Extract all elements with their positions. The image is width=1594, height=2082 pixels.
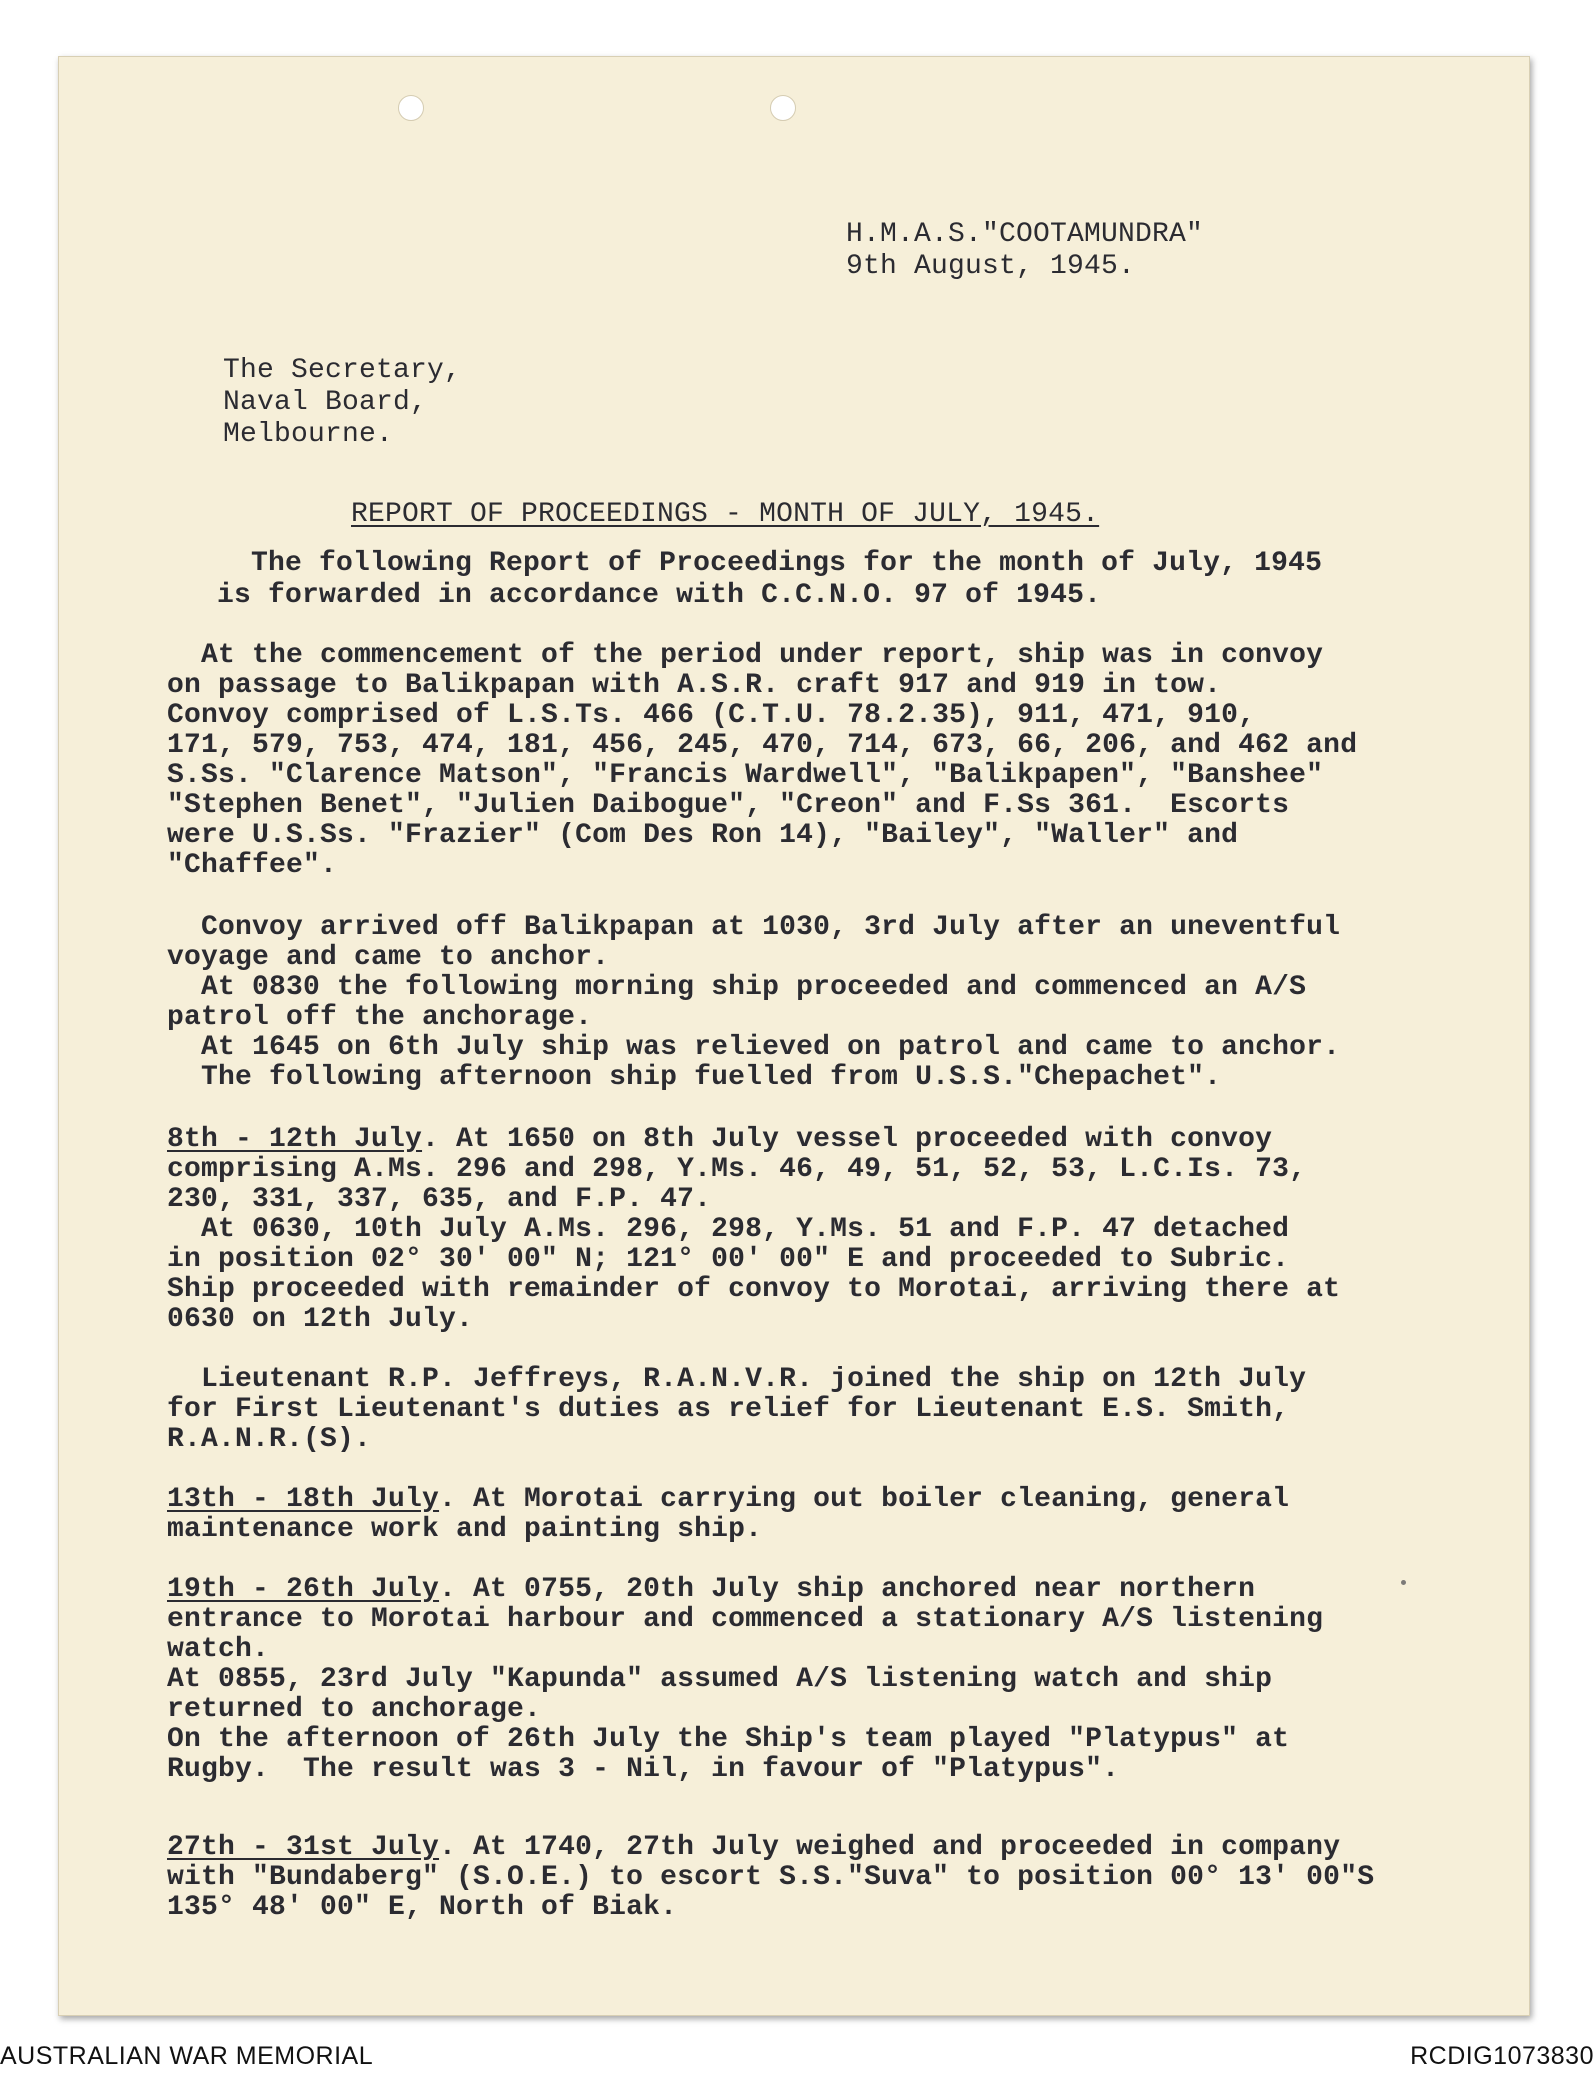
text-line: 230, 331, 337, 635, and F.P. 47.	[167, 1184, 712, 1215]
section-text: . At 0755, 20th July ship anchored near northern	[439, 1574, 1256, 1605]
letter-date: 9th August, 1945.	[846, 251, 1136, 282]
text-line: At 0855, 23rd July "Kapunda" assumed A/S listening watch and ship	[167, 1664, 1273, 1695]
text-line: were U.S.Ss. "Frazier" (Com Des Ron 14), "Bailey", "Waller" and	[167, 820, 1239, 851]
text-line: At the commencement of the period under report, ship was in convoy	[167, 640, 1324, 671]
text-line: On the afternoon of 26th July the Ship's team played "Platypus" at	[167, 1724, 1290, 1755]
recipient-line: Melbourne.	[223, 419, 394, 450]
text-line: At 1645 on 6th July ship was relieved on patrol and came to anchor.	[167, 1032, 1341, 1063]
section-text: . At 1740, 27th July weighed and proceeded in company	[439, 1832, 1341, 1863]
text-line: voyage and came to anchor.	[167, 942, 610, 973]
ink-speck	[1401, 1580, 1406, 1585]
section-heading: 13th - 18th July	[167, 1484, 440, 1515]
footer-record-id: RCDIG1073830	[1410, 2042, 1594, 2070]
text-line: in position 02° 30' 00" N; 121° 00' 00" E and proceeded to Subric.	[167, 1244, 1290, 1275]
section-first-line	[167, 1124, 1272, 1156]
section-text: . At Morotai carrying out boiler cleaning, general	[439, 1484, 1290, 1515]
text-line: returned to anchorage.	[167, 1694, 542, 1725]
text-line: 135° 48' 00" E, North of Biak.	[167, 1892, 678, 1923]
section-first-line	[167, 1574, 1255, 1606]
text-line: Lieutenant R.P. Jeffreys, R.A.N.V.R. joined the ship on 12th July	[167, 1364, 1307, 1395]
text-line: watch.	[167, 1634, 270, 1665]
text-line: patrol off the anchorage.	[167, 1002, 593, 1033]
recipient-line: Naval Board,	[223, 387, 428, 418]
text-line: maintenance work and painting ship.	[167, 1514, 763, 1545]
punch-hole-right	[770, 95, 796, 121]
report-title: REPORT OF PROCEEDINGS - MONTH OF JULY, 1945.	[351, 499, 1100, 530]
text-line: At 0830 the following morning ship proceeded and commenced an A/S	[167, 972, 1307, 1003]
text-line: R.A.N.R.(S).	[167, 1424, 372, 1455]
text-line: on passage to Balikpapan with A.S.R. craft 917 and 919 in tow.	[167, 670, 1222, 701]
section-first-line	[167, 1484, 1289, 1516]
footer-archive-name: AUSTRALIAN WAR MEMORIAL	[0, 2042, 374, 2070]
text-line: The following afternoon ship fuelled from U.S.S."Chepachet".	[167, 1062, 1222, 1093]
text-line: Ship proceeded with remainder of convoy to Morotai, arriving there at	[167, 1274, 1341, 1305]
text-line: with "Bundaberg" (S.O.E.) to escort S.S."Suva" to position 00° 13' 00"S	[167, 1862, 1375, 1893]
text-line: S.Ss. "Clarence Matson", "Francis Wardwell", "Balikpapen", "Banshee"	[167, 760, 1324, 791]
text-line: is forwarded in accordance with C.C.N.O. 97 of 1945.	[217, 580, 1102, 611]
ship-name: H.M.A.S."COOTAMUNDRA"	[846, 219, 1204, 250]
section-heading: 27th - 31st July	[167, 1832, 440, 1863]
text-line: Convoy arrived off Balikpapan at 1030, 3rd July after an uneventful	[167, 912, 1341, 943]
section-heading: 19th - 26th July	[167, 1574, 440, 1605]
text-line: 171, 579, 753, 474, 181, 456, 245, 470, 714, 673, 66, 206, and 462 and	[167, 730, 1358, 761]
recipient-line: The Secretary,	[223, 355, 462, 386]
text-line: Convoy comprised of L.S.Ts. 466 (C.T.U. 78.2.35), 911, 471, 910,	[167, 700, 1256, 731]
text-line: "Stephen Benet", "Julien Daibogue", "Creon" and F.Ss 361. Escorts	[167, 790, 1290, 821]
text-line: 0630 on 12th July.	[167, 1304, 474, 1335]
section-text: . At 1650 on 8th July vessel proceeded with convoy	[422, 1124, 1273, 1155]
section-first-line	[167, 1832, 1340, 1864]
text-line: "Chaffee".	[167, 850, 338, 881]
text-line: Rugby. The result was 3 - Nil, in favour of "Platypus".	[167, 1754, 1120, 1785]
text-line: The following Report of Proceedings for the month of July, 1945	[217, 548, 1323, 579]
text-line: comprising A.Ms. 296 and 298, Y.Ms. 46, 49, 51, 52, 53, L.C.Is. 73,	[167, 1154, 1307, 1185]
punch-hole-left	[398, 95, 424, 121]
text-line: entrance to Morotai harbour and commenced a stationary A/S listening	[167, 1604, 1324, 1635]
text-line: At 0630, 10th July A.Ms. 296, 298, Y.Ms. 51 and F.P. 47 detached	[167, 1214, 1290, 1245]
section-heading: 8th - 12th July	[167, 1124, 423, 1155]
text-line: for First Lieutenant's duties as relief for Lieutenant E.S. Smith,	[167, 1394, 1290, 1425]
document-sheet	[58, 56, 1530, 2016]
